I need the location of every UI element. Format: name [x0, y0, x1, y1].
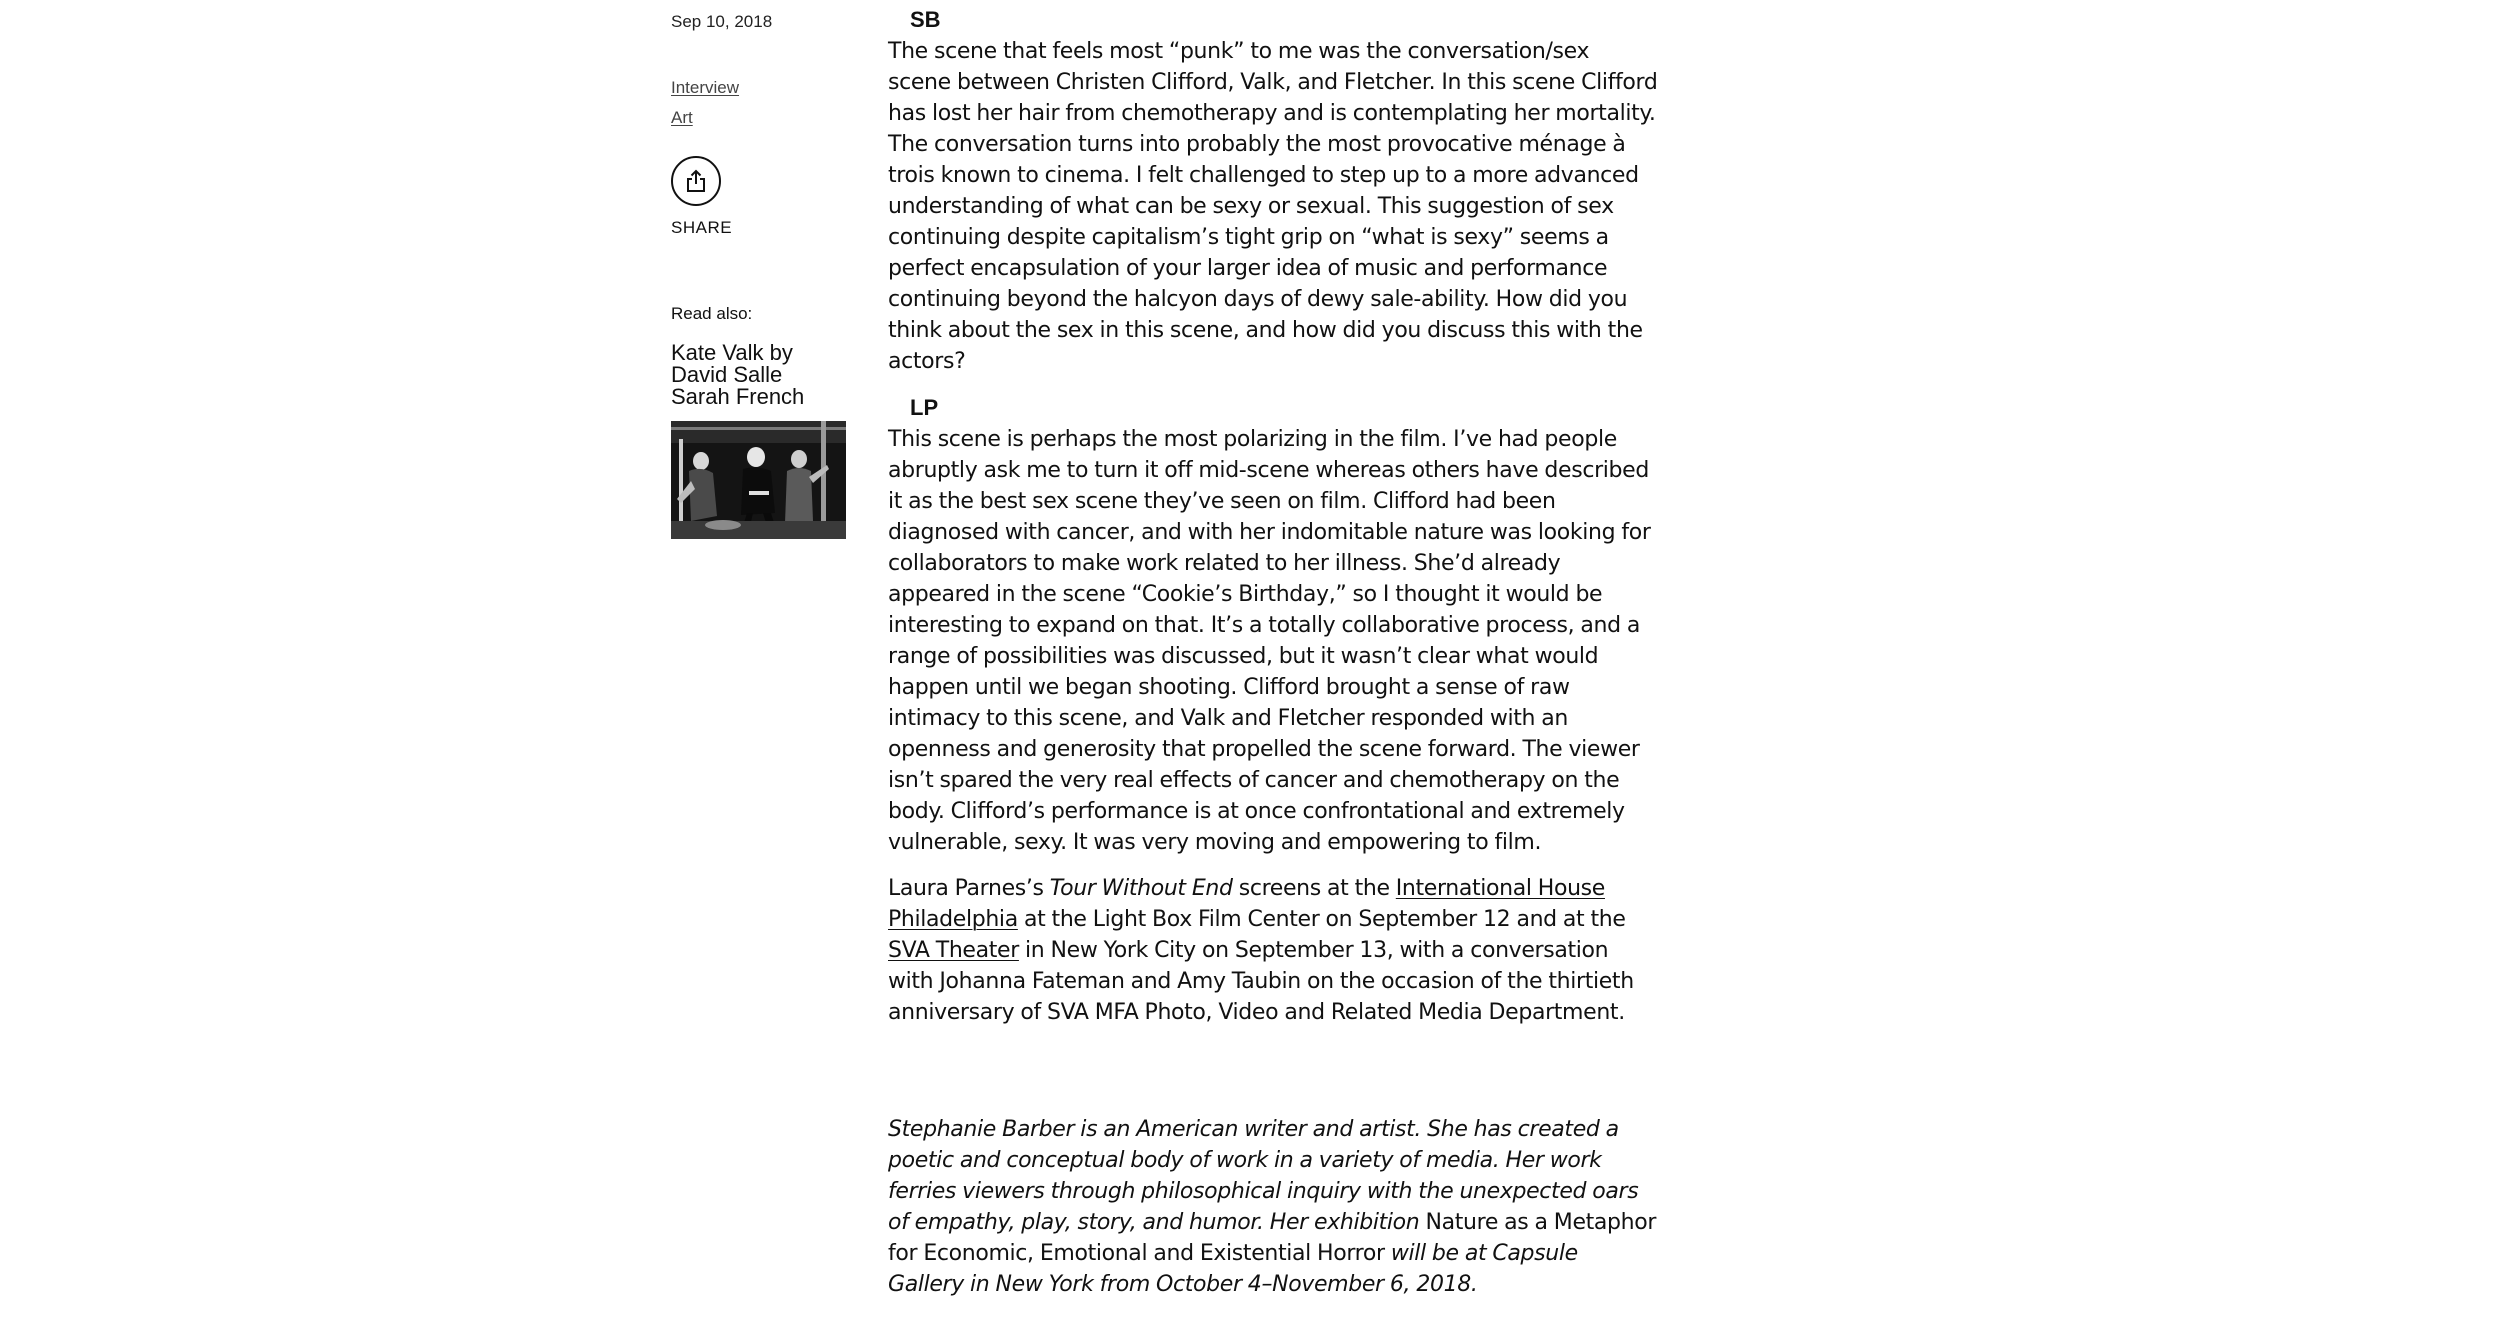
thumbnail-photo [671, 421, 846, 539]
screening-text: at the Light Box Film Center on September 12 and at the [1017, 907, 1626, 932]
speaker-initials-sb: SB [910, 7, 941, 32]
tag-list [671, 73, 739, 133]
screening-info [888, 873, 1658, 1028]
film-title: Tour Without End [1049, 876, 1233, 901]
international-house-link[interactable]: International House Philadelphia [888, 876, 1605, 932]
related-title-line: Kate Valk by [671, 340, 793, 365]
screening-text: in New York City on September 13, with a conversation with Johanna Fateman and Amy Taubin on the occasion of the thirtieth anniversary of SVA MFA Photo, Video and Related Media Department. [888, 938, 1634, 1025]
related-article-thumbnail[interactable] [671, 421, 846, 539]
sva-theater-link[interactable]: SVA Theater [888, 938, 1019, 963]
share-icon [685, 169, 707, 193]
interview-answer: This scene is perhaps the most polarizing in the film. I’ve had people abruptly ask me to turn it off mid-scene whereas others have described it as the best sex scene they’ve seen on film. Clifford had been diagnosed with cancer, and with her indomitable nature was looking for collaborators to make work related to her illness. She’d already appeared in the scene “Cookie’s Birthday,” so I thought it would be interesting to expand on that. It’s a totally collaborative process, and a range of possibilities was discussed, but it wasn’t clear what would happen until we began shooting. Clifford brought a sense of raw intimacy to this scene, and Valk and Fletcher responded with an openness and generosity that propelled the scene forward. The viewer isn’t spared the very real effects of cancer and chemotherapy on the body. Clifford’s performance is at once confrontational and extremely vulnerable, sexy. It was very moving and empowering to film. [888, 427, 1651, 855]
related-title-line: David Salle [671, 362, 783, 387]
exhibition-title: Nature as a Metaphor for Economic, Emotional and Existential Horror [888, 1210, 1657, 1266]
share-label: SHARE [671, 218, 733, 237]
read-also-label: Read also: [671, 304, 753, 323]
author-bio [888, 1114, 1658, 1300]
bio-text: Stephanie Barber is an American writer and artist. She has created a poetic and conceptual body of work in a variety of media. Her work ferries viewers through philosophical inquiry with the unexpected oars of empathy, play, story, and humor. Her exhibition [888, 1117, 1639, 1235]
related-title-line: Sarah French [671, 384, 805, 409]
interview-question: The scene that feels most “punk” to me was the conversation/sex scene between Christen Clifford, Valk, and Fletcher. In this scene Clifford has lost her hair from chemotherapy and is contemplating her mortality. The conversation turns into probably the most provocative ménage à trois known to cinema. I felt challenged to step up to a more advanced understanding of what can be sexy or sexual. This suggestion of sex continuing despite capitalism’s tight grip on “what is sexy” seems a perfect encapsulation of your larger idea of music and performance continuing beyond the halcyon days of dewy sale-ability. How did you think about the sex in this scene, and how did you discuss this with the actors? [888, 39, 1658, 374]
related-article-link[interactable] [671, 342, 851, 408]
tag-link-art[interactable]: Art [671, 108, 693, 127]
tag-link-interview[interactable]: Interview [671, 78, 740, 97]
share-button[interactable] [671, 156, 721, 206]
speaker-initials-lp: LP [910, 395, 939, 420]
screening-text: screens at the [1232, 876, 1396, 901]
publish-date: Sep 10, 2018 [671, 12, 773, 31]
bio-text: will be at Capsule Gallery in New York from October 4–November 6, 2018. [888, 1241, 1578, 1297]
screening-text: Laura Parnes’s [888, 876, 1050, 901]
